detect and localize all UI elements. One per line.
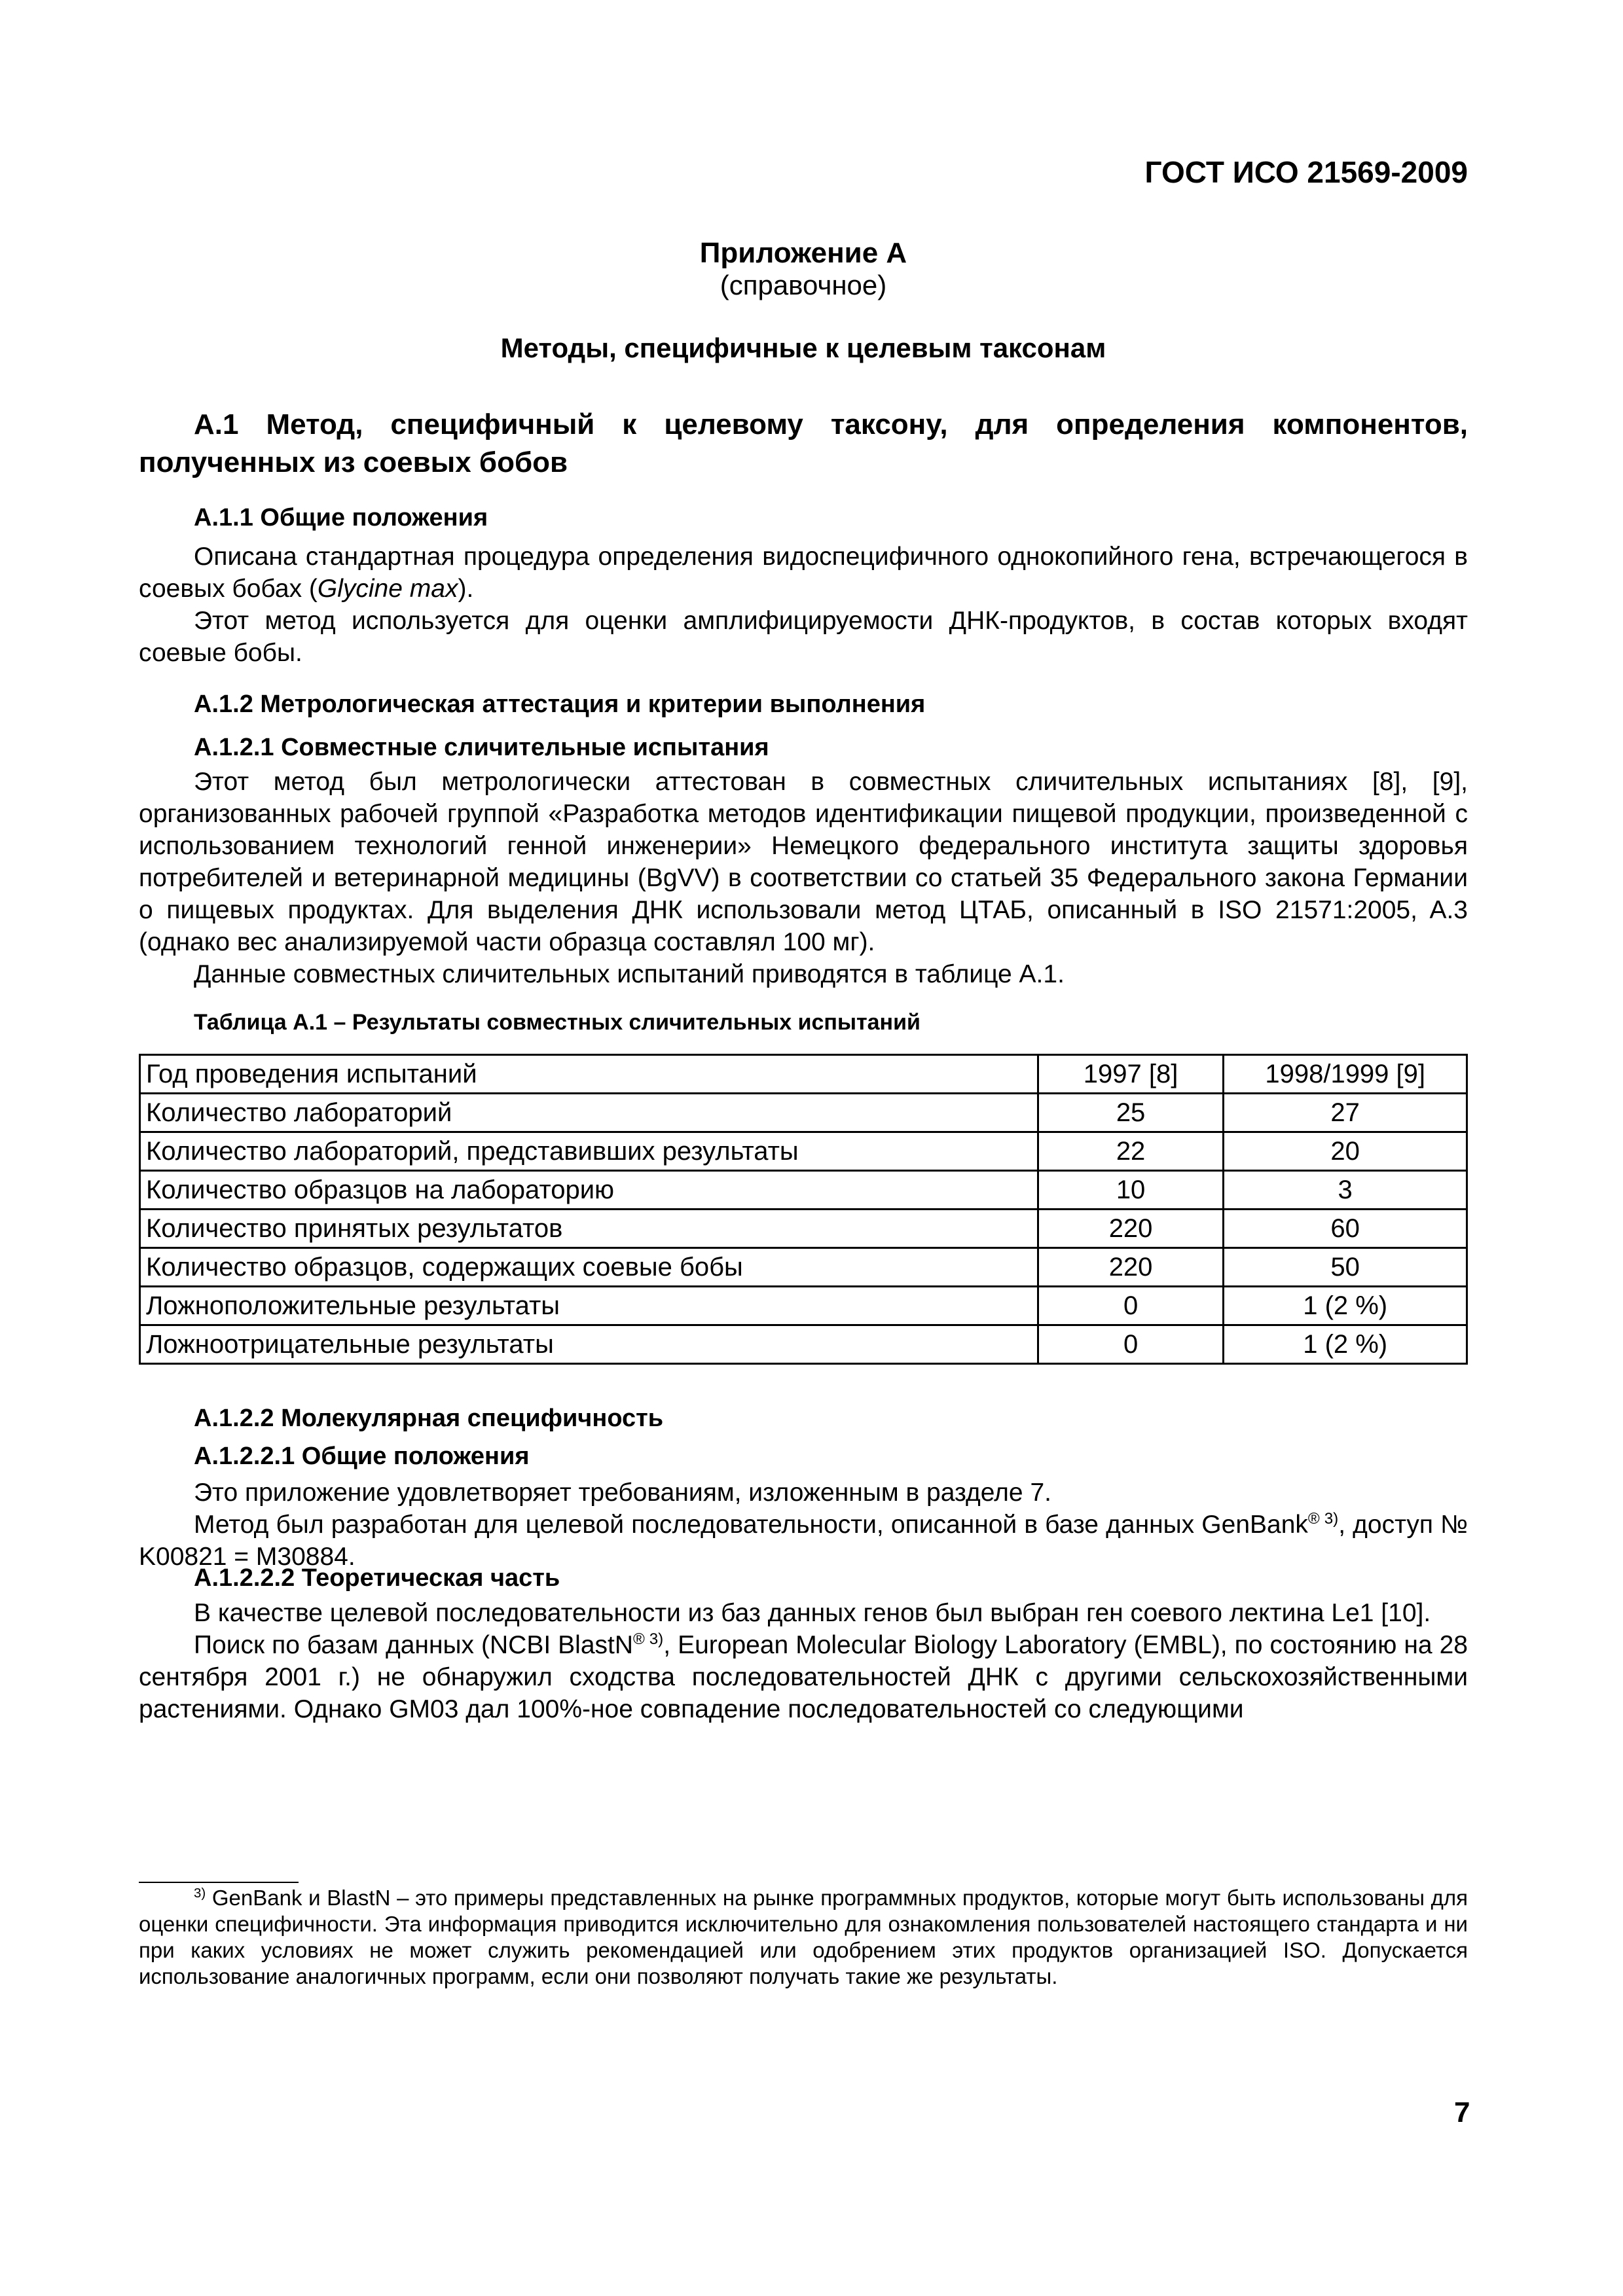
table-row [140, 1171, 1467, 1210]
section-a121-title: А.1.2.1 Совместные сличительные испытания [194, 734, 769, 761]
paragraph: Метод был разработан для целевой последовательности, описанной в базе данных GenBank$^{® 3)}$, доступ № K00821 = M30884. [139, 1510, 1468, 1571]
footnote-text: GenBank и BlastN – это примеры представленных на рынке программных продуктов, которые могут быть использованы для оценки специфичности. Эта информация приводится исключительно для ознакомления пользователей настоящего стандарта и ни при каких условиях не может служить рекомендацией или одобрением этих продуктов организацией ISO. Допускается использование аналогичных программ, если они позволяют получать такие же результаты. [139, 1886, 1468, 1988]
table-cell: 27 [1224, 1094, 1467, 1132]
section-a11-title: А.1.1 Общие положения [194, 504, 488, 531]
section-a1221-body [139, 1477, 1468, 1573]
footnote-marker: 3) [194, 1886, 206, 1901]
document-code: ГОСТ ИСО 21569-2009 [1144, 155, 1468, 189]
table-row [140, 1287, 1467, 1325]
annex-title: Приложение А [699, 237, 907, 269]
section-a11-body [139, 541, 1468, 669]
table-cell: Ложноотрицательные результаты [140, 1325, 1038, 1364]
table-cell: Количество принятых результатов [140, 1210, 1038, 1248]
table-row [140, 1132, 1467, 1171]
table-header-cell: 1997 [8] [1038, 1055, 1224, 1094]
annex-heading: Методы, специфичные к целевым таксонам [500, 332, 1106, 363]
table-cell: 25 [1038, 1094, 1224, 1132]
table-cell: 10 [1038, 1171, 1224, 1210]
table-cell: Количество образцов на лабораторию [140, 1171, 1038, 1210]
page-number: 7 [1454, 2096, 1470, 2128]
footnote-divider [139, 1882, 299, 1883]
footnote-ref[interactable]: ® 3) [1307, 1510, 1339, 1528]
paragraph: Это приложение удовлетворяет требованиям, изложенным в разделе 7. [194, 1479, 1051, 1507]
paragraph: Этот метод используется для оценки амплифицируемости ДНК-продуктов, в состав которых входят соевые бобы. [139, 607, 1468, 667]
table-cell: 0 [1038, 1287, 1224, 1325]
section-a1221-title: А.1.2.2.1 Общие положения [194, 1443, 530, 1470]
section-a122-title: А.1.2.2 Молекулярная специфичность [194, 1405, 664, 1432]
table-cell: 60 [1224, 1210, 1467, 1248]
section-a1-title: А.1 Метод, специфичный к целевому таксону, для определения компонентов, полученных из соевых бобов [139, 408, 1468, 478]
table-cell: 22 [1038, 1132, 1224, 1171]
table-cell: Количество лабораторий, представивших результаты [140, 1132, 1038, 1171]
paragraph: Описана стандартная процедура определения видоспецифичного однокопийного гена, встречающегося в соевых бобах (Glycine max). [139, 543, 1468, 603]
section-a1222-title: А.1.2.2.2 Теоретическая часть [194, 1564, 560, 1592]
paragraph: В качестве целевой последовательности из баз данных генов был выбран ген соевого лектина Le1 [10]. [194, 1599, 1431, 1627]
paragraph: Данные совместных сличительных испытаний приводятся в таблице А.1. [194, 960, 1065, 988]
species-name: Glycine max [317, 575, 458, 603]
table-row [140, 1094, 1467, 1132]
paragraph: Поиск по базам данных (NCBI BlastN$^{® 3)}$, European Molecular Biology Laboratory (EMBL), по состоянию на 28 сентября 2001 г.) не обнаружил сходства последовательностей ДНК с другими сельскохозяйственными растениями. Однако GM03 дал 100%-ное совпадение последовательностей со следующими [139, 1630, 1468, 1723]
table-cell: 3 [1224, 1171, 1467, 1210]
table-header-row [140, 1055, 1467, 1094]
footnote [139, 1885, 1468, 1990]
annex-subtitle: (справочное) [720, 270, 887, 300]
table-cell: 20 [1224, 1132, 1467, 1171]
section-a1222-body [139, 1597, 1468, 1725]
table-cell: Ложноположительные результаты [140, 1287, 1038, 1325]
table-caption: Таблица А.1 – Результаты совместных сличительных испытаний [194, 1010, 921, 1035]
section-a12-title: А.1.2 Метрологическая аттестация и критерии выполнения [194, 691, 926, 718]
table-row [140, 1210, 1467, 1248]
table-header-cell: Год проведения испытаний [140, 1055, 1038, 1094]
table-row [140, 1248, 1467, 1287]
table-cell: 1 (2 %) [1224, 1287, 1467, 1325]
results-table [139, 1054, 1468, 1365]
table-header-cell: 1998/1999 [9] [1224, 1055, 1467, 1094]
footnote-ref[interactable]: ® 3) [633, 1630, 664, 1648]
table-cell: Количество лабораторий [140, 1094, 1038, 1132]
paragraph: Этот метод был метрологически аттестован в совместных сличительных испытаниях [8], [9], организованных рабочей группой «Разработка методов идентификации пищевой продукции, произведенной с использованием технологий генной инженерии» Немецкого федерального института защиты здоровья потребителей и ветеринарной медицины (BgVV) в соответствии со статьей 35 Федерального закона Германии о пищевых продуктах. Для выделения ДНК использовали метод ЦТАБ, описанный в ISO 21571:2005, A.3 (однако вес анализируемой части образца составлял 100 мг). [139, 768, 1468, 956]
table-cell: 220 [1038, 1248, 1224, 1287]
table-cell: 220 [1038, 1210, 1224, 1248]
section-a121-body [139, 766, 1468, 990]
table-cell: 0 [1038, 1325, 1224, 1364]
table-row [140, 1325, 1467, 1364]
table-cell: 50 [1224, 1248, 1467, 1287]
table-cell: Количество образцов, содержащих соевые бобы [140, 1248, 1038, 1287]
table-cell: 1 (2 %) [1224, 1325, 1467, 1364]
